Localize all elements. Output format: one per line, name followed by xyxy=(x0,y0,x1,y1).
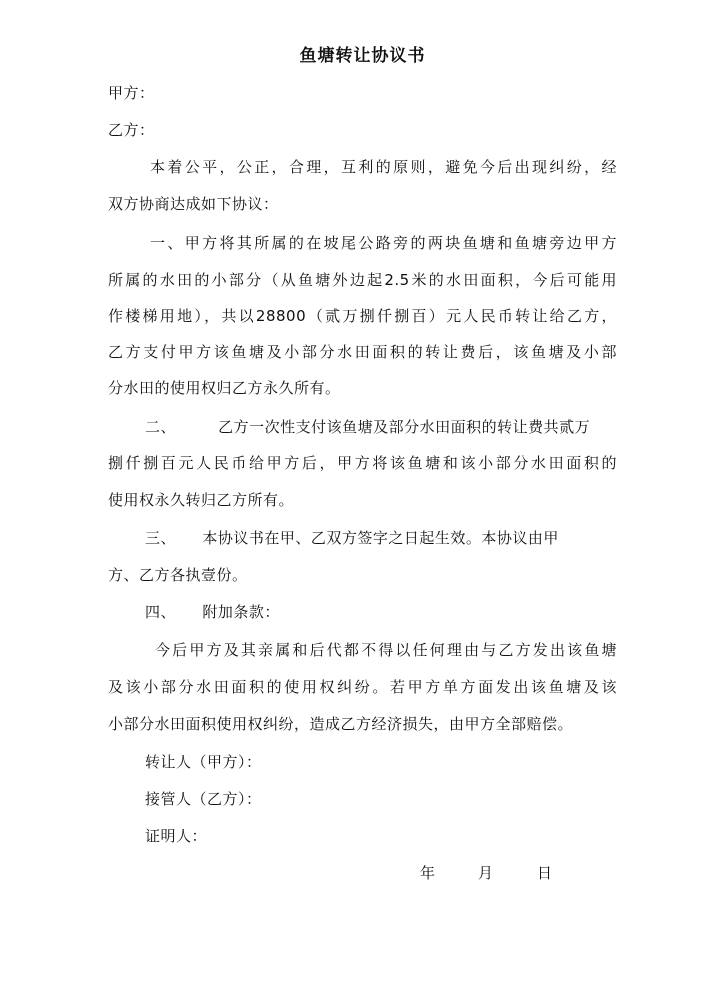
document-title: 鱼塘转让协议书 xyxy=(299,46,426,66)
witness-signature-label: 证明人： xyxy=(145,827,208,845)
clause3-line-2: 方、乙方各执壹份。 xyxy=(108,566,248,584)
preamble-line-2: 双方协商达成如下协议： xyxy=(108,195,279,213)
party-a-label: 甲方： xyxy=(108,84,155,102)
clause4-line-1: 今后甲方及其亲属和后代都不得以任何理由与乙方发出该鱼塘 xyxy=(155,641,617,659)
clause1-line-1: 一、甲方将其所属的在坡尾公路旁的两块鱼塘和鱼塘旁边甲方 xyxy=(150,234,617,252)
clause3-line-1: 三、 本协议书在甲、乙双方签字之日起生效。本协议由甲 xyxy=(145,529,559,547)
preamble-line-1: 本着公平，公正，合理，互利的原则，避免今后出现纠纷，经 xyxy=(150,158,617,176)
clause4-line-2: 及该小部分水田面积的使用权纠纷。若甲方单方面发出该鱼塘及该 xyxy=(108,678,617,696)
clause4-line-3: 小部分水田面积使用权纠纷，造成乙方经济损失，由甲方全部赔偿。 xyxy=(108,715,574,733)
clause1-line-4: 乙方支付甲方该鱼塘及小部分水田面积的转让费后，该鱼塘及小部 xyxy=(108,343,617,361)
receiver-signature-label: 接管人（乙方）： xyxy=(145,790,262,808)
transferor-signature-label: 转让人（甲方）： xyxy=(145,753,262,771)
party-b-label: 乙方： xyxy=(108,121,155,139)
clause2-line-1: 二、 乙方一次性支付该鱼塘及部分水田面积的转让费共贰万 xyxy=(145,418,591,436)
clause1-line-5: 分水田的使用权归乙方永久所有。 xyxy=(108,379,341,397)
date-month-label: 月 xyxy=(478,864,494,882)
clause2-line-2: 捌仟捌百元人民币给甲方后，甲方将该鱼塘和该小部分水田面积的 xyxy=(108,454,617,472)
clause2-line-3: 使用权永久转归乙方所有。 xyxy=(108,491,295,509)
date-year-label: 年 xyxy=(420,864,436,882)
clause1-line-3: 作楼梯用地），共以28800（贰万捌仟捌百）元人民币转让给乙方， xyxy=(108,307,617,325)
clause4-heading: 四、 附加条款： xyxy=(145,603,280,621)
clause1-line-2: 所属的水田的小部分（从鱼塘外边起2.5米的水田面积，今后可能用 xyxy=(108,271,617,289)
date-day-label: 日 xyxy=(537,864,553,882)
